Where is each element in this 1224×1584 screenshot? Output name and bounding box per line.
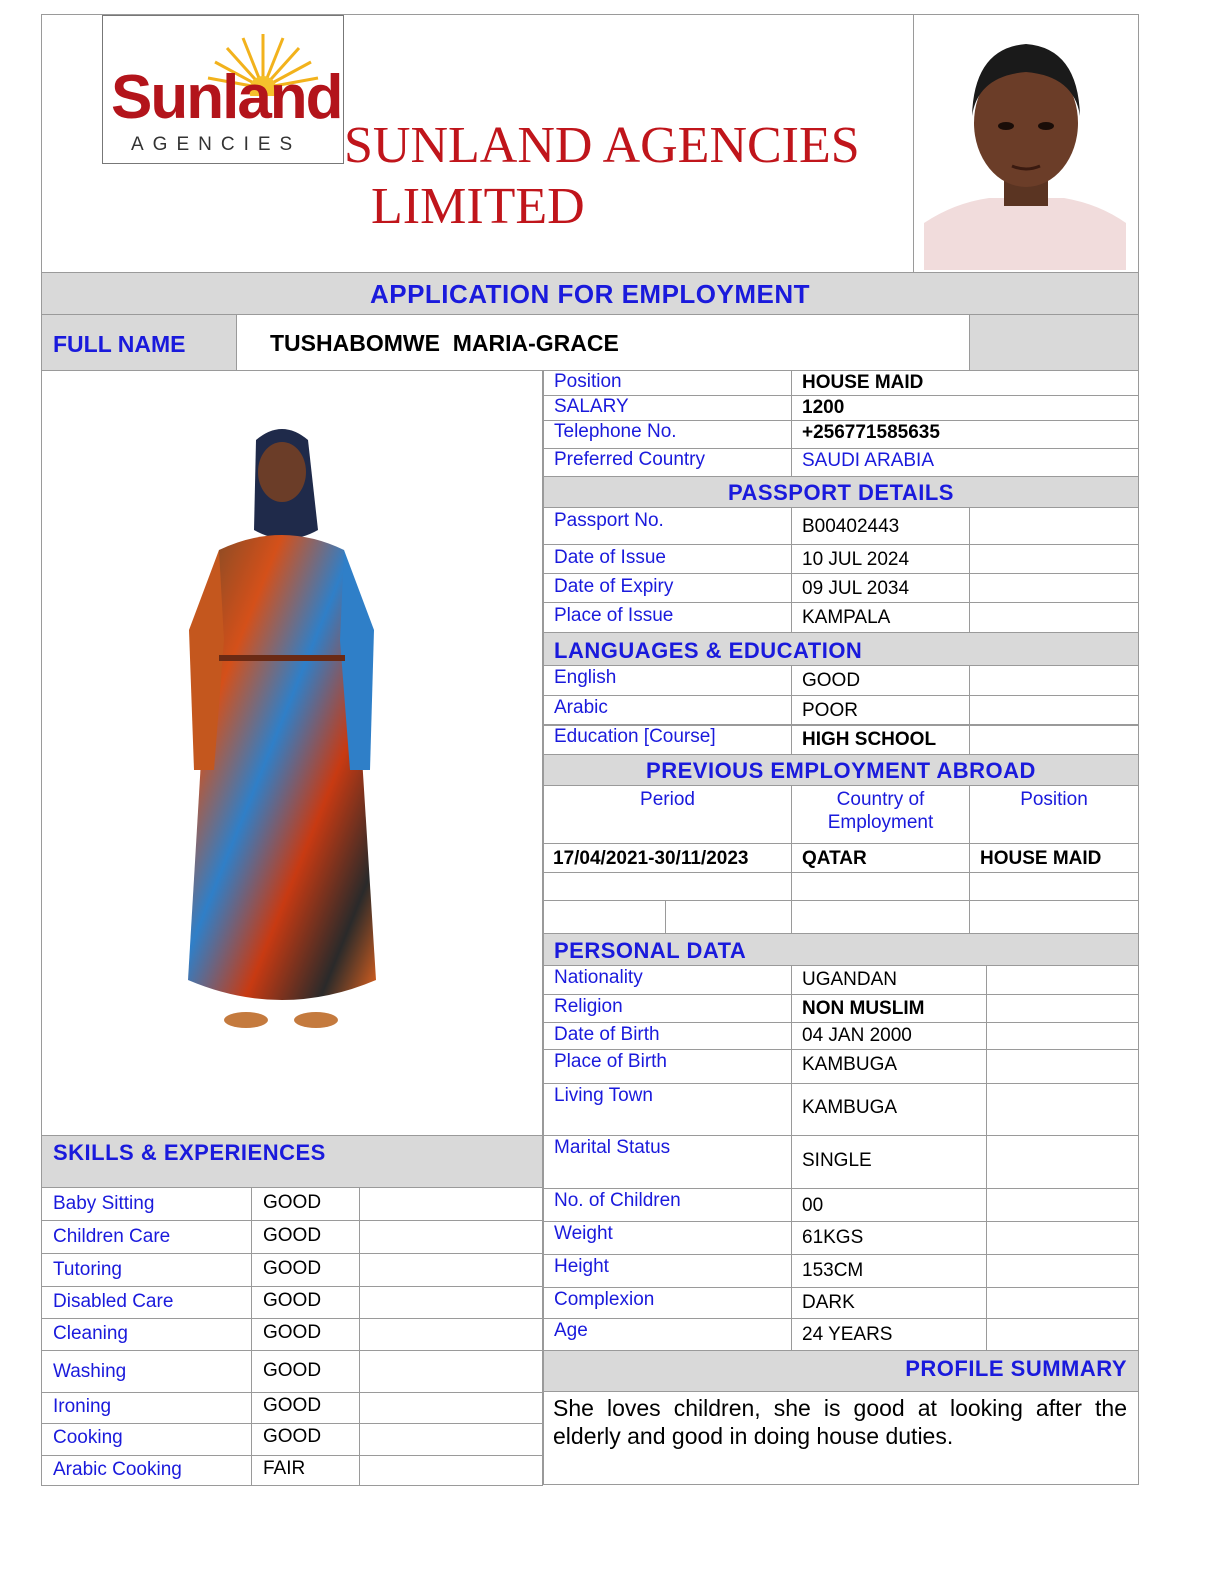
page-title: APPLICATION FOR EMPLOYMENT	[369, 279, 811, 309]
skill-extra-cell	[359, 1253, 543, 1287]
personal-value: NON MUSLIM	[802, 998, 925, 1019]
full-name-extra-cell	[969, 314, 1139, 371]
job-value: +256771585635	[802, 422, 940, 443]
personal-value: 04 JAN 2000	[802, 1025, 912, 1046]
skill-label: Tutoring	[53, 1259, 122, 1280]
job-value: 1200	[802, 397, 845, 418]
skill-label: Cleaning	[53, 1323, 128, 1344]
passport-label: Date of Issue	[554, 547, 666, 568]
personal-extra-cell	[986, 1083, 1139, 1136]
skill-value: GOOD	[263, 1192, 322, 1213]
job-label: Telephone No.	[554, 421, 677, 442]
personal-value: 00	[802, 1195, 824, 1216]
prev-col-country-line2: Employment	[827, 812, 934, 833]
prev-col-country-line1: Country of	[836, 789, 925, 810]
language-value: POOR	[802, 700, 858, 721]
personal-label: Age	[554, 1320, 588, 1341]
personal-label: Place of Birth	[554, 1051, 667, 1072]
skill-label: Arabic Cooking	[53, 1459, 182, 1480]
personal-value: KAMBUGA	[802, 1097, 898, 1118]
prev-empty-row2-a	[543, 900, 666, 934]
headshot-photo	[924, 18, 1126, 270]
personal-extra-cell	[986, 1049, 1139, 1084]
prev-empty-row1-c	[969, 872, 1139, 901]
language-label: Education [Course]	[554, 726, 716, 747]
personal-label: Religion	[554, 996, 623, 1017]
skill-value: GOOD	[263, 1395, 322, 1416]
personal-extra-cell	[986, 1022, 1139, 1050]
personal-value: UGANDAN	[802, 969, 898, 990]
company-name-line2: LIMITED	[371, 178, 585, 235]
job-value: SAUDI ARABIA	[802, 450, 934, 471]
passport-extra-cell	[969, 573, 1139, 603]
language-extra-cell	[969, 724, 1139, 755]
personal-value: 24 YEARS	[802, 1324, 893, 1345]
profile-heading: PROFILE SUMMARY	[905, 1356, 1127, 1381]
company-name-line1: SUNLAND AGENCIES	[344, 117, 860, 174]
passport-label: Place of Issue	[554, 605, 674, 626]
personal-label: Marital Status	[554, 1137, 671, 1158]
passport-label: Passport No.	[554, 510, 664, 531]
company-logo	[102, 15, 344, 164]
passport-heading: PASSPORT DETAILS	[728, 480, 954, 505]
passport-extra-cell	[969, 544, 1139, 574]
prev-col-period: Period	[640, 789, 695, 810]
skill-value: GOOD	[263, 1290, 322, 1311]
passport-value: B00402443	[802, 516, 900, 537]
passport-extra-cell	[969, 602, 1139, 633]
skill-extra-cell	[359, 1286, 543, 1319]
passport-extra-cell	[969, 507, 1139, 545]
personal-value: KAMBUGA	[802, 1054, 898, 1075]
skill-label: Washing	[53, 1361, 127, 1382]
skill-label: Ironing	[53, 1396, 112, 1417]
skill-extra-cell	[359, 1318, 543, 1351]
personal-value: 61KGS	[802, 1227, 864, 1248]
skill-label: Baby Sitting	[53, 1193, 155, 1214]
personal-label: Complexion	[554, 1289, 655, 1310]
personal-label: No. of Children	[554, 1190, 681, 1211]
personal-extra-cell	[986, 1188, 1139, 1222]
passport-value: 09 JUL 2034	[802, 578, 910, 599]
skills-heading: SKILLS & EXPERIENCES	[53, 1140, 326, 1165]
personal-extra-cell	[986, 994, 1139, 1023]
job-label: Position	[554, 371, 622, 392]
personal-extra-cell	[986, 1318, 1139, 1351]
language-extra-cell	[969, 695, 1139, 726]
skill-value: GOOD	[263, 1360, 322, 1381]
personal-label: Height	[554, 1256, 609, 1277]
personal-label: Date of Birth	[554, 1024, 660, 1045]
skill-extra-cell	[359, 1220, 543, 1254]
skill-value: GOOD	[263, 1258, 322, 1279]
logo-word: Sunland	[111, 63, 342, 132]
prev-row-position: HOUSE MAID	[980, 848, 1102, 869]
personal-extra-cell	[986, 1221, 1139, 1255]
job-value: HOUSE MAID	[802, 372, 924, 393]
prev-empty-row2-c	[791, 900, 970, 934]
personal-heading: PERSONAL DATA	[554, 938, 747, 963]
language-label: Arabic	[554, 697, 608, 718]
skill-label: Disabled Care	[53, 1291, 174, 1312]
personal-extra-cell	[986, 965, 1139, 995]
skill-value: GOOD	[263, 1426, 322, 1447]
skill-extra-cell	[359, 1455, 543, 1486]
personal-value: SINGLE	[802, 1150, 872, 1171]
language-value: HIGH SCHOOL	[802, 729, 937, 750]
personal-label: Nationality	[554, 967, 643, 988]
skill-extra-cell	[359, 1187, 543, 1221]
logo-subtitle: AGENCIES	[131, 134, 302, 155]
language-label: English	[554, 667, 617, 688]
prev-empty-row2-b	[665, 900, 792, 934]
full-name-label: FULL NAME	[53, 331, 186, 357]
prev-empty-row2-d	[969, 900, 1139, 934]
previous-heading: PREVIOUS EMPLOYMENT ABROAD	[646, 758, 1036, 783]
personal-value: 153CM	[802, 1260, 864, 1281]
full-name-value: TUSHABOMWE MARIA-GRACE	[270, 330, 619, 356]
passport-value: 10 JUL 2024	[802, 549, 910, 570]
skill-extra-cell	[359, 1392, 543, 1424]
personal-extra-cell	[986, 1135, 1139, 1189]
skill-value: GOOD	[263, 1322, 322, 1343]
passport-value: KAMPALA	[802, 607, 891, 628]
languages-heading: LANGUAGES & EDUCATION	[554, 638, 863, 663]
job-label: SALARY	[554, 396, 629, 417]
personal-extra-cell	[986, 1254, 1139, 1288]
personal-extra-cell	[986, 1287, 1139, 1319]
prev-col-position: Position	[1020, 789, 1088, 810]
job-label: Preferred Country	[554, 449, 706, 470]
personal-label: Living Town	[554, 1085, 653, 1106]
prev-empty-row1-a	[543, 872, 792, 901]
skill-label: Children Care	[53, 1226, 171, 1247]
full-body-photo	[54, 380, 532, 1064]
passport-label: Date of Expiry	[554, 576, 674, 597]
prev-row-period: 17/04/2021-30/11/2023	[553, 848, 749, 869]
prev-empty-row1-b	[791, 872, 970, 901]
skill-value: FAIR	[263, 1458, 306, 1479]
skill-extra-cell	[359, 1423, 543, 1456]
skill-label: Cooking	[53, 1427, 123, 1448]
personal-value: DARK	[802, 1292, 855, 1313]
skill-value: GOOD	[263, 1225, 322, 1246]
profile-text: She loves children, she is good at looking after the elderly and good in doing house duties.	[553, 1395, 1127, 1449]
skill-extra-cell	[359, 1350, 543, 1393]
personal-label: Weight	[554, 1223, 613, 1244]
language-value: GOOD	[802, 670, 861, 691]
language-extra-cell	[969, 665, 1139, 696]
prev-row-country: QATAR	[802, 848, 867, 869]
